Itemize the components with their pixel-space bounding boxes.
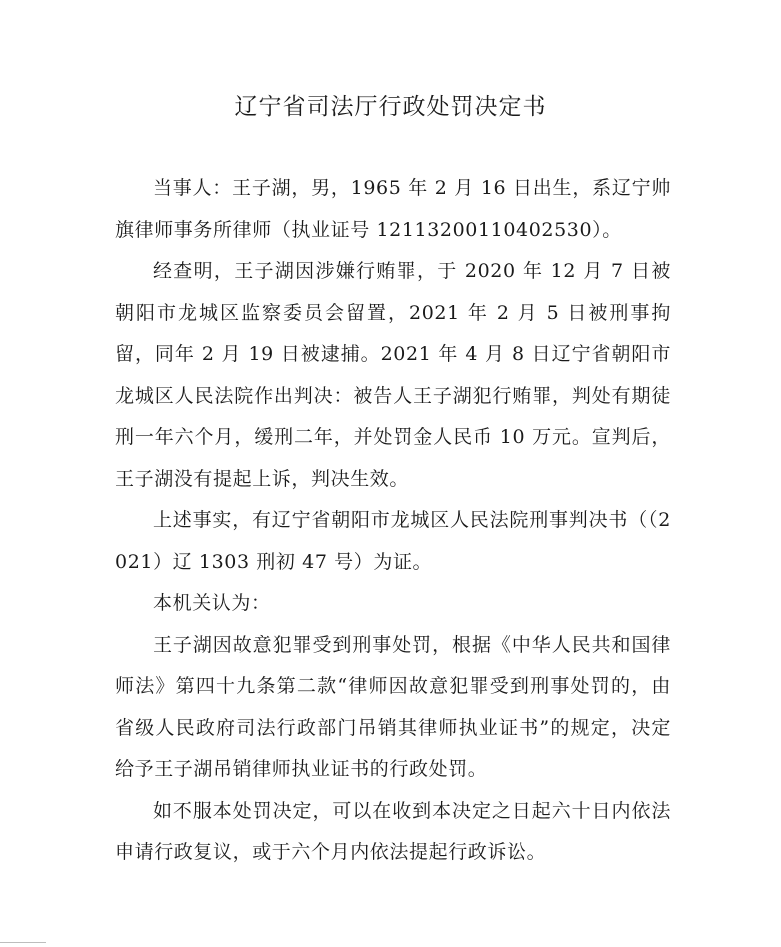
document-body	[115, 168, 671, 874]
paragraph-decision: 王子湖因故意犯罪受到刑事处罚，根据《中华人民共和国律师法》第四十九条第二款“律师因故意犯罪受到刑事处罚的，由省级人民政府司法行政部门吊销其律师执业证书”的规定，决定给予王子湖吊销律师执业证书的行政处罚。	[115, 633, 671, 780]
paragraph-party: 当事人：王子湖，男，1965 年 2 月 16 日出生，系辽宁帅旗律师事务所律师（执业证号 12113200110402530）。	[115, 177, 671, 241]
paragraph-findings: 经查明，王子湖因涉嫌行贿罪，于 2020 年 12 月 7 日被朝阳市龙城区监察委员会留置，2021 年 2 月 5 日被刑事拘留，同年 2 月 19 日被逮捕。2021 年 4 月 8 日辽宁省朝阳市龙城区人民法院作出判决：被告人王子湖犯行贿罪，判处有期徒刑一年六个月，缓刑二年，并处罚金人民币 10 万元。宣判后，王子湖没有提起上诉，判决生效。	[115, 260, 671, 490]
paragraph-appeal-rights: 如不服本处罚决定，可以在收到本决定之日起六十日内依法申请行政复议，或于六个月内依法提起行政诉讼。	[115, 799, 671, 863]
paragraph-opinion-heading: 本机关认为：	[153, 592, 271, 614]
paragraph-evidence: 上述事实，有辽宁省朝阳市龙城区人民法院刑事判决书（（2021）辽 1303 刑初 47 号）为证。	[115, 509, 671, 573]
page-edge-divider	[0, 942, 46, 943]
document-title: 辽宁省司法厅行政处罚决定书	[234, 94, 547, 120]
